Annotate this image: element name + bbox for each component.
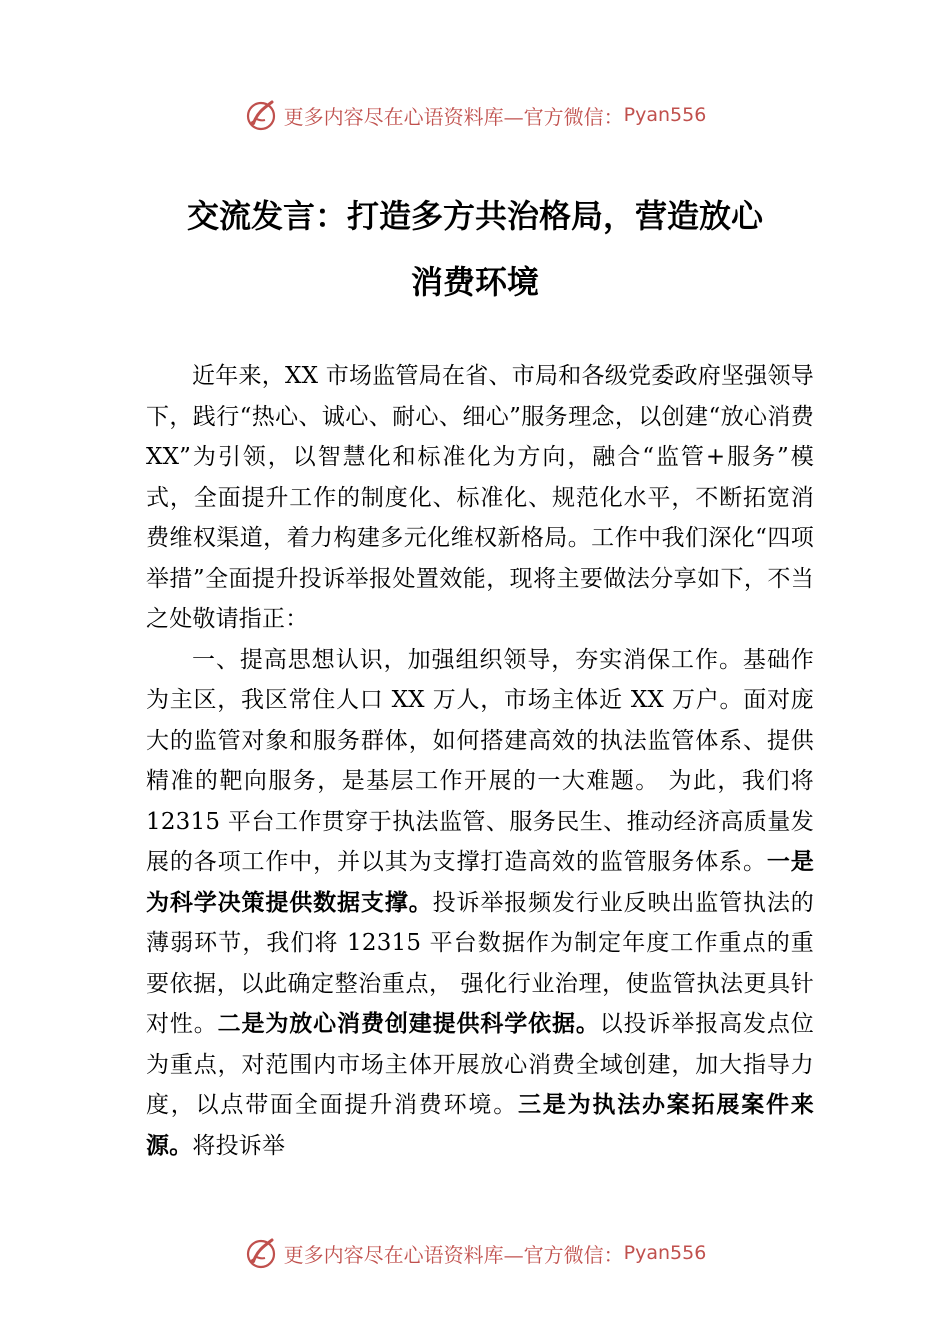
document-title <box>100 183 850 315</box>
point-one-text: 投诉举报频发行业反映出监管执法的薄弱环节，我们将 12315 平台数据作为制定年度工作重点的重要依据，以此确定整治重点， 强化行业治理，使监管执法更具针对性。 <box>146 889 814 1037</box>
point-two-heading: 二是为放心消费创建提供科学依据。 <box>217 1011 600 1037</box>
point-two-text: 以投诉举报高发点位为重点，对范围内市场主体开展放心消费全域创建，加大指导力度，以点带面全面提升消费环境。 <box>146 1011 814 1118</box>
paragraph-section-one <box>146 640 814 1167</box>
paragraph-intro: 近年来，XX 市场监管局在省、市局和各级党委政府坚强领导下，践行“热心、诚心、耐心、细心”服务理念，以创建“放心消费 XX”为引领，以智慧化和标准化为方向，融合“监管+服务”模式，全面提升工作的制度化、标准化、规范化水平，不断拓宽消费维权渠道，着力构建多元化维权新格局。工作中我们深化“四项举措”全面提升投诉举报处置效能，现将主要做法分享如下，不当之处敬请指正： <box>146 363 814 632</box>
footer-banner <box>0 1233 950 1273</box>
point-one-heading: 一是为科学决策提供数据支撑。 <box>146 849 815 916</box>
header-banner <box>0 95 950 135</box>
point-three-text: 将投诉举 <box>192 1132 286 1159</box>
footer-banner-text: 更多内容尽在心语资料库—官方微信： <box>283 1242 624 1267</box>
point-three-heading: 三是为执法办案拓展案件来源。 <box>146 1092 814 1159</box>
title-line-1: 交流发言：打造多方共治格局，营造放心 <box>186 197 763 235</box>
header-banner-text: 更多内容尽在心语资料库—官方微信： <box>283 104 624 129</box>
document-body <box>146 356 814 1166</box>
brush-logo-icon <box>244 98 278 132</box>
title-line-2: 消费环境 <box>410 263 539 301</box>
footer-wechat-id: Pyan556 <box>623 1242 707 1264</box>
brush-logo-icon <box>244 1236 278 1270</box>
header-wechat-id: Pyan556 <box>623 104 707 126</box>
section-one-intro: 一、提高思想认识，加强组织领导，夯实消保工作。基础作为主区，我区常住人口 XX 万人，市场主体近 XX 万户。面对庞大的监管对象和服务群体，如何搭建高效的执法监管体系、提供精准的靶向服务，是基层工作开展的一大难题。 为此，我们将 12315 平台工作贯穿于执法监管、服务民生、推动经济高质量发展的各项工作中，并以其为支撑打造高效的监管服务体系。 <box>146 646 814 875</box>
